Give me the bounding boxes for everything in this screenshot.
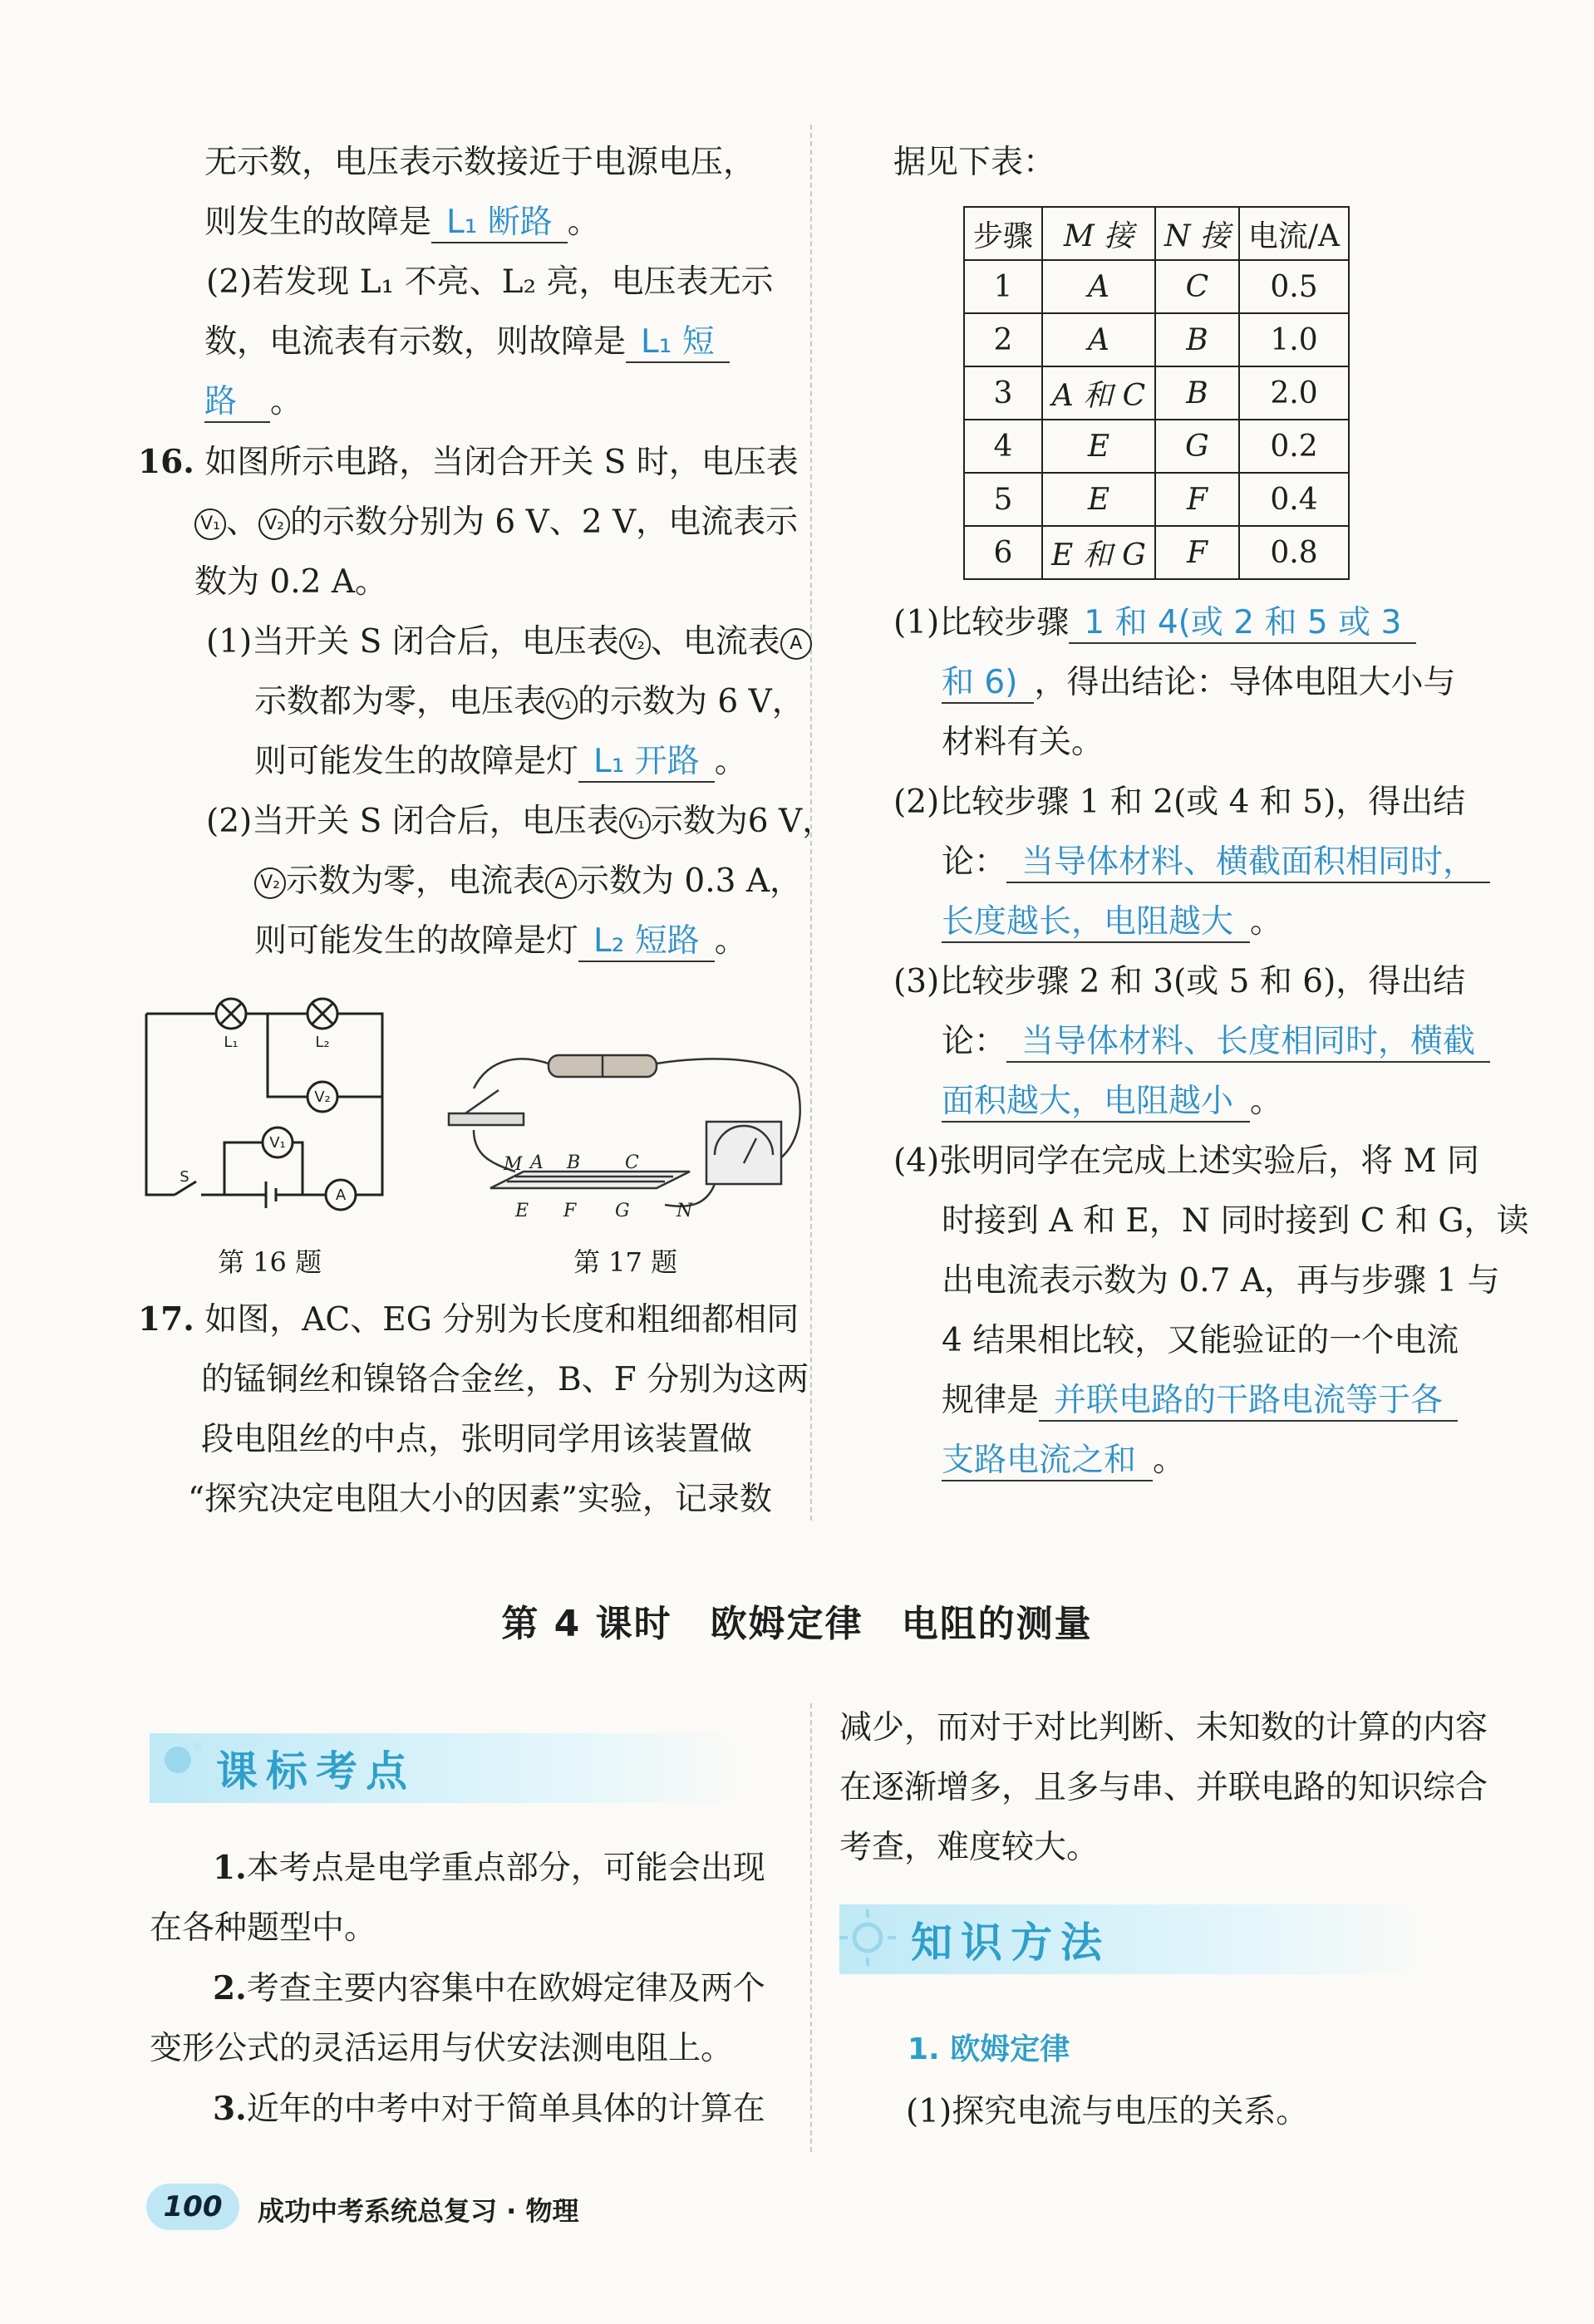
table-row (964, 526, 1349, 579)
text-line (893, 593, 1492, 653)
label-a: A (335, 1187, 347, 1204)
text-span: 示数为 0.3 A， (577, 862, 802, 900)
text-span: 。 (714, 922, 747, 960)
table-row (964, 420, 1349, 473)
text-span: (1)当开关 S 闭合后，电压表 (206, 623, 619, 661)
apparatus-figure-17 (440, 1039, 806, 1230)
page-number: 100 (146, 2184, 239, 2230)
text-line (150, 612, 803, 672)
text-line: (3)比较步骤 2 和 3(或 5 和 6)，得出结 (893, 963, 1466, 1000)
text-line (150, 372, 798, 432)
text-line: 据见下表： (893, 144, 1056, 181)
text-line: (2)比较步骤 1 和 2(或 4 和 5)，得出结 (893, 784, 1466, 821)
answer-blank: 面积越大，电阻越小 (942, 1083, 1250, 1123)
text-line: 4 结果相比较，又能验证的一个电流 (942, 1322, 1459, 1359)
label-b: B (567, 1152, 581, 1173)
question-17 (138, 1290, 809, 1530)
ammeter-symbol: A (780, 628, 812, 660)
answer-blank: 路 (204, 383, 270, 423)
table-cell: F (1155, 526, 1239, 579)
text-span: 示数为零，电流表 (286, 862, 546, 900)
text-span: 的示数分别为 6 V、2 V，电流表示 (290, 504, 799, 541)
figure-16-caption: 第 16 题 (218, 1246, 322, 1278)
answer-blank: L₁ 短 (626, 323, 730, 363)
table-row (964, 260, 1349, 313)
text-span: 规律是 (942, 1382, 1040, 1419)
label-e: E (515, 1201, 529, 1221)
text-line: 在各种题型中。 (150, 1909, 377, 1947)
text-span: 近年的中考中对于简单具体的计算在 (246, 2091, 765, 2128)
question-number: 17. (138, 1300, 194, 1339)
item-number: 1. (213, 1849, 247, 1887)
text-line (150, 911, 798, 971)
answer-blank: L₁ 断路 (431, 204, 568, 243)
text-line: 变形公式的灵活运用与伏安法测电阻上。 (150, 2030, 734, 2067)
table-cell: 0.2 (1239, 420, 1349, 473)
text-line: 时接到 A 和 E，N 同时接到 C 和 G，读 (942, 1202, 1529, 1240)
table-header-n: N 接 (1155, 207, 1239, 260)
text-span: 。 (1153, 1442, 1186, 1479)
label-c: C (625, 1152, 639, 1173)
voltmeter-v2-symbol: V₂ (619, 628, 651, 660)
text-line: 在逐渐增多，且多与串、并联电路的知识综合 (839, 1769, 1488, 1806)
voltmeter-v1-symbol: V₁ (194, 509, 226, 540)
wire (268, 1014, 307, 1097)
text-span: 。 (1250, 1083, 1283, 1120)
table-cell: B (1155, 313, 1239, 366)
label-a: A (530, 1152, 544, 1173)
text-span: 。 (714, 743, 747, 780)
answer-blank: 支路电流之和 (942, 1442, 1153, 1481)
label-f: F (563, 1201, 577, 1221)
text-span: 数，电流表有示数，则故障是 (204, 323, 627, 361)
column-divider-bottom (810, 1703, 812, 2152)
answer-blank: 1 和 4(或 2 和 5 或 3 (1069, 604, 1416, 644)
text-line: (4)张明同学在完成上述实验后，将 M 同 (893, 1142, 1479, 1180)
text-line (150, 1838, 798, 1899)
text-span: 论： (942, 843, 1007, 881)
sparkle-icon (146, 1727, 221, 1801)
table-row (964, 473, 1349, 526)
table-cell: C (1155, 260, 1239, 313)
switch-lever (465, 1090, 499, 1113)
text-line (150, 193, 798, 253)
text-span: 示数都为零，电压表 (254, 683, 547, 720)
question-number: 16. (138, 443, 194, 481)
text-span: 则可能发生的故障是灯 (254, 922, 579, 960)
label-g: G (615, 1201, 630, 1221)
text-line (150, 2079, 798, 2140)
table-cell: 1.0 (1239, 313, 1349, 366)
wire (474, 1059, 549, 1088)
table-cell: A (1042, 313, 1155, 366)
wire (224, 1142, 263, 1195)
label-v1: V₁ (269, 1134, 286, 1152)
text-line (150, 672, 804, 732)
text-line: V₁ 、 V₂ 的示数分别为 6 V、2 V，电流表示 (138, 493, 798, 553)
text-line (893, 833, 1492, 892)
table-cell: 2 (964, 313, 1042, 366)
answer-blank: 并联电路的干路电流等于各 (1039, 1382, 1458, 1422)
label-v2: V₂ (314, 1088, 331, 1106)
table-cell: 0.8 (1239, 526, 1349, 579)
data-table (963, 206, 1350, 580)
table-cell: 3 (964, 366, 1042, 420)
voltmeter-v1-symbol: V₁ (546, 688, 578, 720)
table-cell: F (1155, 473, 1239, 526)
answer-blank: 当导体材料、横截面积相同时， (1006, 843, 1490, 883)
label-n: N (676, 1201, 693, 1221)
table-cell: 6 (964, 526, 1042, 579)
text-line: 出电流表示数为 0.7 A，再与步骤 1 与 (942, 1262, 1500, 1300)
banner-title-course-standards: 课标考点 (216, 1747, 416, 1796)
text-line (893, 1012, 1492, 1072)
text-line (150, 792, 835, 852)
label-l2: L₂ (315, 1034, 330, 1051)
item-number: 2. (213, 1969, 247, 2007)
table-header-step: 步骤 (964, 207, 1042, 260)
text-span: 则发生的故障是 (204, 204, 432, 241)
banner-title-knowledge-methods: 知识方法 (911, 1919, 1110, 1967)
text-line: (2)若发现 L₁ 不亮、L₂ 亮，电压表无示 (206, 263, 774, 301)
answer-blank: 当导体材料、长度相同时，横截 (1006, 1023, 1490, 1063)
table-row (964, 366, 1349, 420)
text-line: 减少，而对于对比判断、未知数的计算的内容 (839, 1709, 1488, 1747)
table-row (964, 313, 1349, 366)
table-cell: B (1155, 366, 1239, 420)
text-span: 。 (1250, 903, 1283, 941)
text-line: 无示数，电压表示数接近于电源电压， (204, 144, 756, 181)
book-title: 成功中考系统总复习 · 物理 (258, 2195, 579, 2227)
text-line (893, 1371, 1492, 1431)
text-line (150, 732, 798, 792)
text-line: (1)探究电流与电压的关系。 (906, 2093, 1309, 2130)
text-span: 。 (270, 383, 303, 420)
text-span: 。 (567, 204, 600, 241)
right-column (893, 133, 1529, 1491)
text-line: 材料有关。 (942, 724, 1104, 761)
table-header-row (964, 207, 1349, 260)
text-span: (1)比较步骤 (893, 604, 1070, 641)
figure-17-caption: 第 17 题 (573, 1246, 678, 1278)
text-span: 论： (942, 1023, 1007, 1060)
text-line (150, 852, 802, 911)
table-cell: 0.5 (1239, 260, 1349, 313)
table-cell: 5 (964, 473, 1042, 526)
table-cell: 1 (964, 260, 1042, 313)
answer-blank: L₁ 开路 (578, 743, 715, 783)
text-span: 则可能发生的故障是灯 (254, 743, 579, 780)
voltmeter-v2-symbol: V₂ (258, 509, 290, 540)
text-line: 数为 0.2 A。 (194, 563, 387, 601)
wire (337, 1014, 382, 1195)
text-span: ，得出结论：导体电阻大小与 (1034, 664, 1456, 701)
text-span: (2)当开关 S 闭合后，电压表 (206, 803, 619, 840)
text-span: 示数为6 V， (650, 803, 835, 840)
text-line (150, 312, 798, 372)
ammeter-symbol: A (545, 867, 577, 899)
circuit-diagram-16 (141, 989, 399, 1238)
voltmeter-v2-symbol: V₂ (254, 867, 286, 899)
label-l1: L₁ (224, 1034, 239, 1051)
label-s: S (180, 1168, 189, 1186)
text-line (150, 1958, 798, 2019)
text-line (138, 1290, 799, 1350)
table-cell: A 和 C (1042, 366, 1155, 420)
table-cell: G (1155, 420, 1239, 473)
text-span: 如图，AC、EG 分别为长度和粗细都相同 (204, 1301, 799, 1339)
text-line (893, 892, 1492, 952)
table-header-m: M 接 (1042, 207, 1155, 260)
text-line: 段电阻丝的中点，张明同学用该装置做 (201, 1421, 753, 1458)
text-line (893, 1072, 1492, 1132)
table-cell: A (1042, 260, 1155, 313)
table-cell: 2.0 (1239, 366, 1349, 420)
answer-blank: 和 6) (942, 664, 1034, 704)
text-span: 的示数为 6 V， (578, 683, 804, 720)
bottom-left-text (150, 1838, 798, 2140)
table-cell: 4 (964, 420, 1042, 473)
table-cell: E (1042, 420, 1155, 473)
ammeter-device (706, 1122, 781, 1184)
question-16 (138, 432, 798, 493)
text-span: 、电流表 (650, 623, 780, 661)
sun-icon (834, 1903, 909, 1978)
table-header-current: 电流/A (1239, 207, 1349, 260)
table-cell: E 和 G (1042, 526, 1155, 579)
answer-blank: L₂ 短路 (578, 922, 715, 962)
text-line: “探究决定电阻大小的因素”实验，记录数 (188, 1481, 772, 1518)
text-span: 如图所示电路，当闭合开关 S 时，电压表 (204, 444, 799, 481)
label-m: M (504, 1154, 523, 1175)
wire (293, 1142, 303, 1195)
left-column (138, 133, 835, 971)
switch-base (449, 1113, 524, 1125)
section-title: 第 4 课时 欧姆定律 电阻的测量 (501, 1603, 1093, 1645)
item-number: 3. (213, 2090, 247, 2128)
text-line: 的锰铜丝和镍铬合金丝，B、F 分别为这两 (201, 1361, 809, 1398)
answer-blank: 长度越长，电阻越大 (942, 903, 1250, 943)
text-line (893, 653, 1492, 713)
text-span: 考查主要内容集中在欧姆定律及两个 (246, 1970, 765, 2007)
text-line (893, 1431, 1492, 1491)
table-cell: E (1042, 473, 1155, 526)
voltmeter-v1-symbol: V₁ (619, 808, 651, 839)
subsection-heading: 1. 欧姆定律 (908, 2032, 1070, 2066)
bottom-right-text (839, 1698, 1496, 1878)
table-cell: 0.4 (1239, 473, 1349, 526)
text-span: 本考点是电学重点部分，可能会出现 (246, 1850, 765, 1887)
wire (146, 1014, 175, 1195)
text-line: 考查，难度较大。 (839, 1829, 1100, 1866)
